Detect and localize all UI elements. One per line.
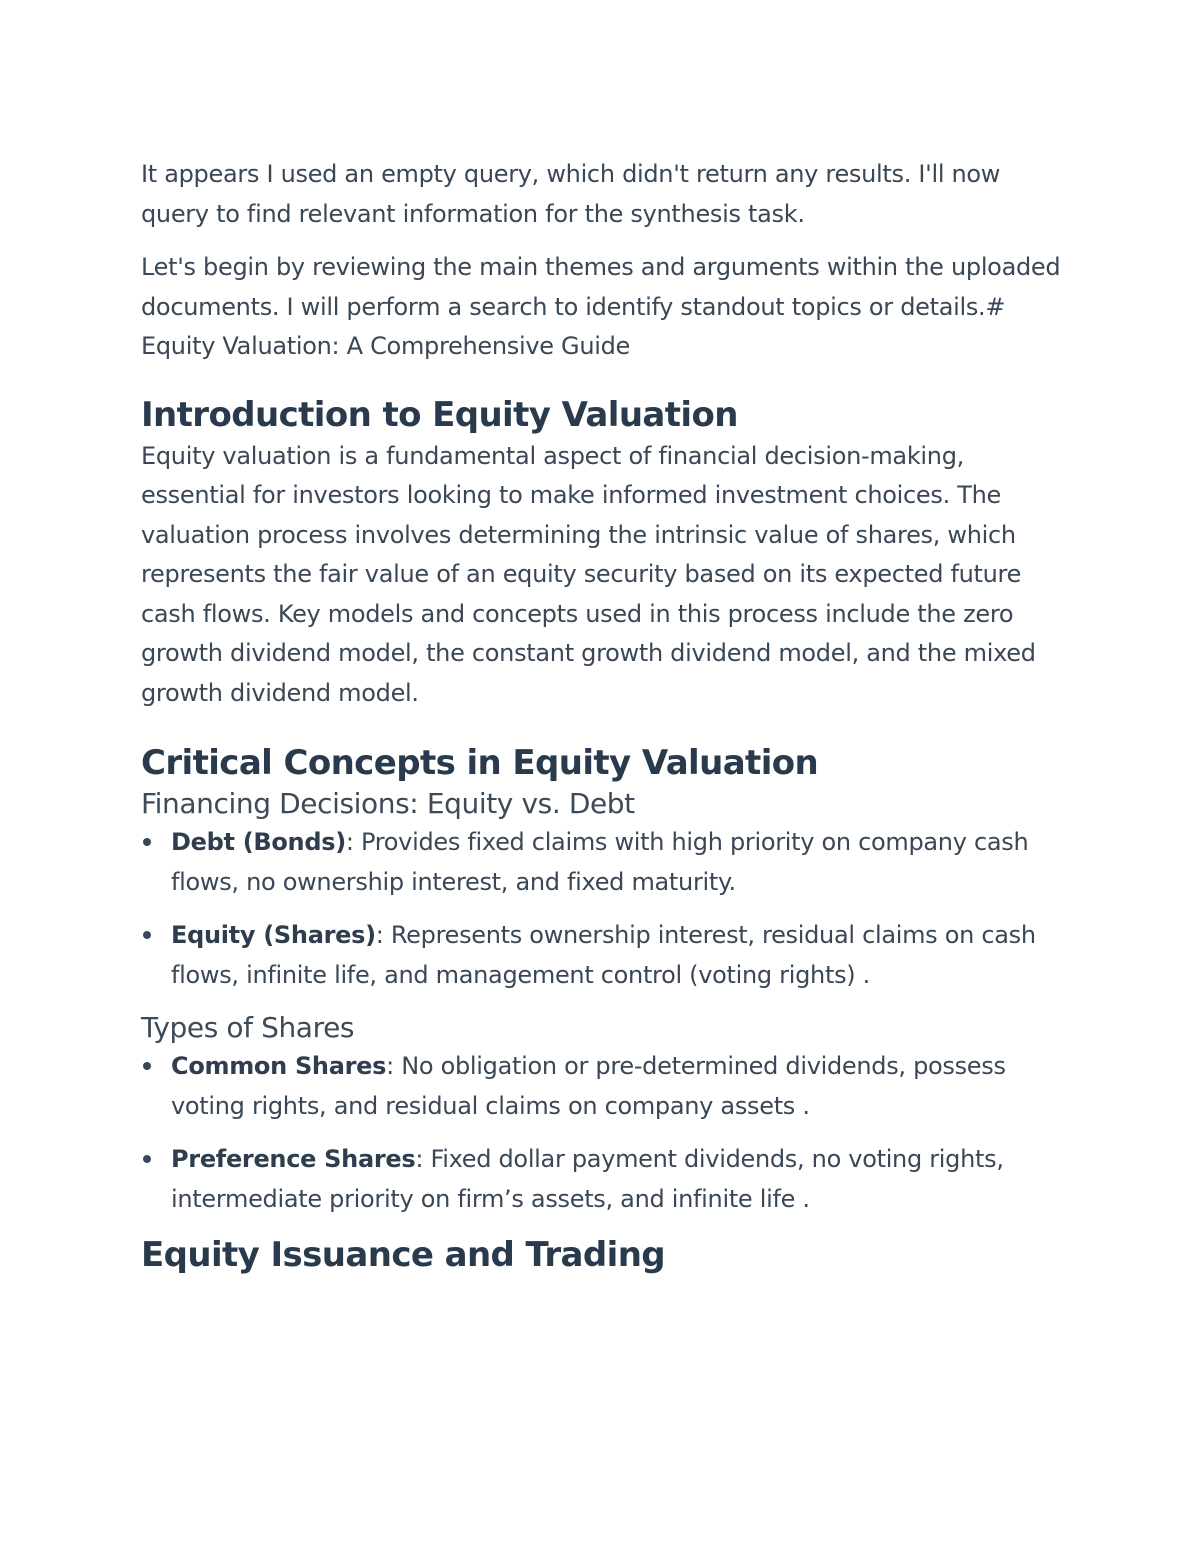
list-item (141, 1047, 1061, 1126)
list-item (141, 1140, 1061, 1219)
list-item-text: : Provides fixed claims with high priority on company cash flows, no ownership interest, and fixed maturity. (171, 828, 1029, 896)
list-item-term: Preference Shares (171, 1145, 416, 1173)
list-item-text: : Fixed dollar payment dividends, no voting rights, intermediate priority on firm’s assets, and infinite life . (171, 1145, 1004, 1213)
heading-introduction: Introduction to Equity Valuation (141, 394, 738, 435)
bullet-icon (143, 931, 151, 939)
list-item (141, 823, 1061, 902)
list-item (141, 916, 1061, 995)
intro-paragraph-2: Let's begin by reviewing the main themes and arguments within the uploaded documents. I will perform a search to identify standout topics or details.# Equity Valuation: A Comprehensive Guide (141, 253, 1061, 360)
list-item-text: : Represents ownership interest, residual claims on cash flows, infinite life, and management control (voting rights) . (171, 921, 1036, 989)
heading-equity-issuance: Equity Issuance and Trading (141, 1235, 666, 1275)
introduction-paragraph: Equity valuation is a fundamental aspect of financial decision-making, essential for investors looking to make informed investment choices. The valuation process involves determining the intrinsic value of shares, which represents the fair value of an equity security based on its expected future cash flows. Key models and concepts used in this process include the zero growth dividend model, the constant growth dividend model, and the mixed growth dividend model. (141, 441, 1036, 707)
document-content (141, 155, 1061, 1277)
heading-critical-concepts: Critical Concepts in Equity Valuation (141, 743, 819, 783)
bullet-icon (143, 1062, 151, 1070)
subheading-financing-decisions: Financing Decisions: Equity vs. Debt (141, 787, 635, 820)
bullet-icon (143, 1155, 151, 1163)
list-item-term: Equity (Shares) (171, 921, 376, 949)
list-item-text: : No obligation or pre-determined dividends, possess voting rights, and residual claims on company assets . (171, 1052, 1006, 1120)
share-types-list (141, 1047, 1061, 1219)
list-item-term: Common Shares (171, 1052, 387, 1080)
bullet-icon (143, 838, 151, 846)
list-item-term: Debt (Bonds) (171, 828, 346, 856)
subheading-types-of-shares: Types of Shares (141, 1011, 355, 1044)
financing-list (141, 823, 1061, 995)
intro-paragraph-1: It appears I used an empty query, which didn't return any results. I'll now query to find relevant information for the synthesis task. (141, 160, 1001, 228)
